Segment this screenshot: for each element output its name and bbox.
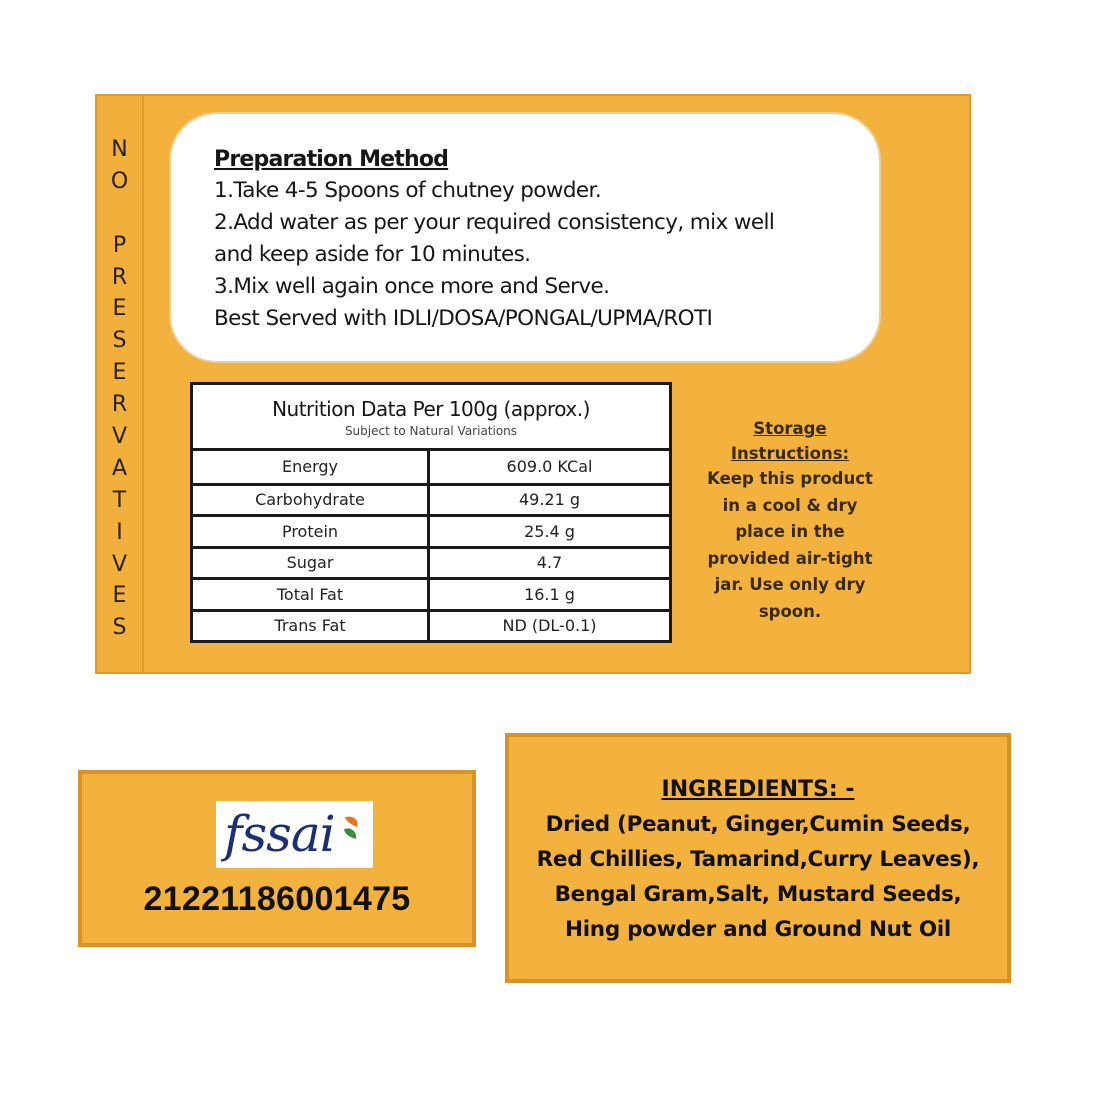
nutrition-title: Nutrition Data Per 100g (approx.) bbox=[272, 397, 590, 421]
preparation-line: 2.Add water as per your required consistency, mix well bbox=[214, 210, 775, 235]
storage-line: Keep this product bbox=[707, 469, 873, 488]
storage-line: provided air-tight bbox=[707, 548, 873, 568]
storage-line: place in the bbox=[735, 522, 845, 541]
nutrient-name: Total Fat bbox=[193, 580, 430, 609]
nutrient-value: 16.1 g bbox=[524, 584, 575, 604]
nutrition-row bbox=[193, 451, 669, 483]
nutrient-value: 609.0 KCal bbox=[506, 457, 593, 477]
storage-line: jar. Use only dry bbox=[714, 575, 866, 594]
storage-instructions bbox=[697, 416, 883, 625]
banner-letter: R bbox=[111, 392, 128, 418]
banner-letter: P bbox=[112, 232, 127, 258]
ingredients-line: Dried (Peanut, Ginger,Cumin Seeds, bbox=[545, 812, 971, 837]
preparation-line: 3.Mix well again once more and Serve. bbox=[214, 274, 610, 299]
storage-line: in a cool & dry bbox=[722, 495, 858, 515]
nutrient-value: ND (DL-0.1) bbox=[502, 616, 597, 636]
storage-title: Instructions: bbox=[730, 444, 850, 463]
nutrient-name: Carbohydrate bbox=[193, 486, 430, 515]
banner-letter: T bbox=[112, 487, 127, 513]
banner-letter: E bbox=[112, 583, 127, 609]
banner-letter: S bbox=[112, 328, 127, 354]
fssai-license-number: 21221186001475 bbox=[143, 880, 411, 918]
ingredients-title: INGREDIENTS: - bbox=[661, 777, 855, 802]
banner-letter: I bbox=[116, 519, 123, 545]
ingredients-line: Red Chillies, Tamarind,Curry Leaves), bbox=[536, 847, 980, 872]
nutrition-table bbox=[190, 382, 672, 643]
preparation-line: 1.Take 4-5 Spoons of chutney powder. bbox=[214, 178, 602, 203]
nutrient-value: 49.21 g bbox=[518, 490, 581, 510]
vertical-letters bbox=[97, 134, 142, 644]
banner-letter: E bbox=[112, 360, 127, 386]
storage-line: spoon. bbox=[758, 601, 822, 621]
ingredients-line: Hing powder and Ground Nut Oil bbox=[565, 917, 951, 942]
no-preservatives-banner bbox=[97, 96, 144, 672]
preparation-line: Best Served with IDLI/DOSA/PONGAL/UPMA/ROTI bbox=[214, 306, 713, 331]
nutrient-name: Sugar bbox=[193, 549, 430, 578]
banner-letter: R bbox=[111, 264, 128, 290]
ingredients-panel bbox=[505, 733, 1011, 983]
ingredients-line: Bengal Gram,Salt, Mustard Seeds, bbox=[554, 882, 962, 907]
nutrient-name: Energy bbox=[193, 451, 430, 483]
banner-letter: V bbox=[111, 424, 128, 450]
nutrition-row bbox=[193, 546, 669, 578]
leaf-icon bbox=[341, 815, 361, 845]
nutrient-name: Trans Fat bbox=[193, 612, 430, 641]
preparation-method-panel bbox=[169, 112, 881, 363]
nutrient-value: 25.4 g bbox=[524, 521, 575, 541]
banner-letter: A bbox=[111, 455, 128, 481]
nutrition-row bbox=[193, 577, 669, 609]
banner-letter: O bbox=[110, 168, 129, 194]
fssai-license-panel bbox=[78, 770, 476, 947]
banner-letter: N bbox=[111, 137, 128, 162]
nutrition-row bbox=[193, 514, 669, 546]
nutrition-row bbox=[193, 609, 669, 641]
nutrient-name: Protein bbox=[193, 517, 430, 546]
preparation-title: Preparation Method bbox=[214, 147, 449, 172]
nutrition-header bbox=[193, 385, 669, 451]
fssai-logo bbox=[216, 801, 373, 868]
banner-letter: E bbox=[112, 296, 127, 322]
nutrition-subtitle: Subject to Natural Variations bbox=[344, 424, 518, 438]
nutrition-row bbox=[193, 483, 669, 515]
fssai-logo-text: fssai bbox=[224, 805, 335, 863]
nutrient-value: 4.7 bbox=[536, 553, 563, 573]
banner-letter: S bbox=[112, 615, 127, 641]
banner-letter: V bbox=[111, 551, 128, 577]
preparation-line: and keep aside for 10 minutes. bbox=[214, 242, 531, 267]
product-back-label bbox=[95, 94, 971, 674]
storage-title: Storage bbox=[753, 419, 827, 438]
